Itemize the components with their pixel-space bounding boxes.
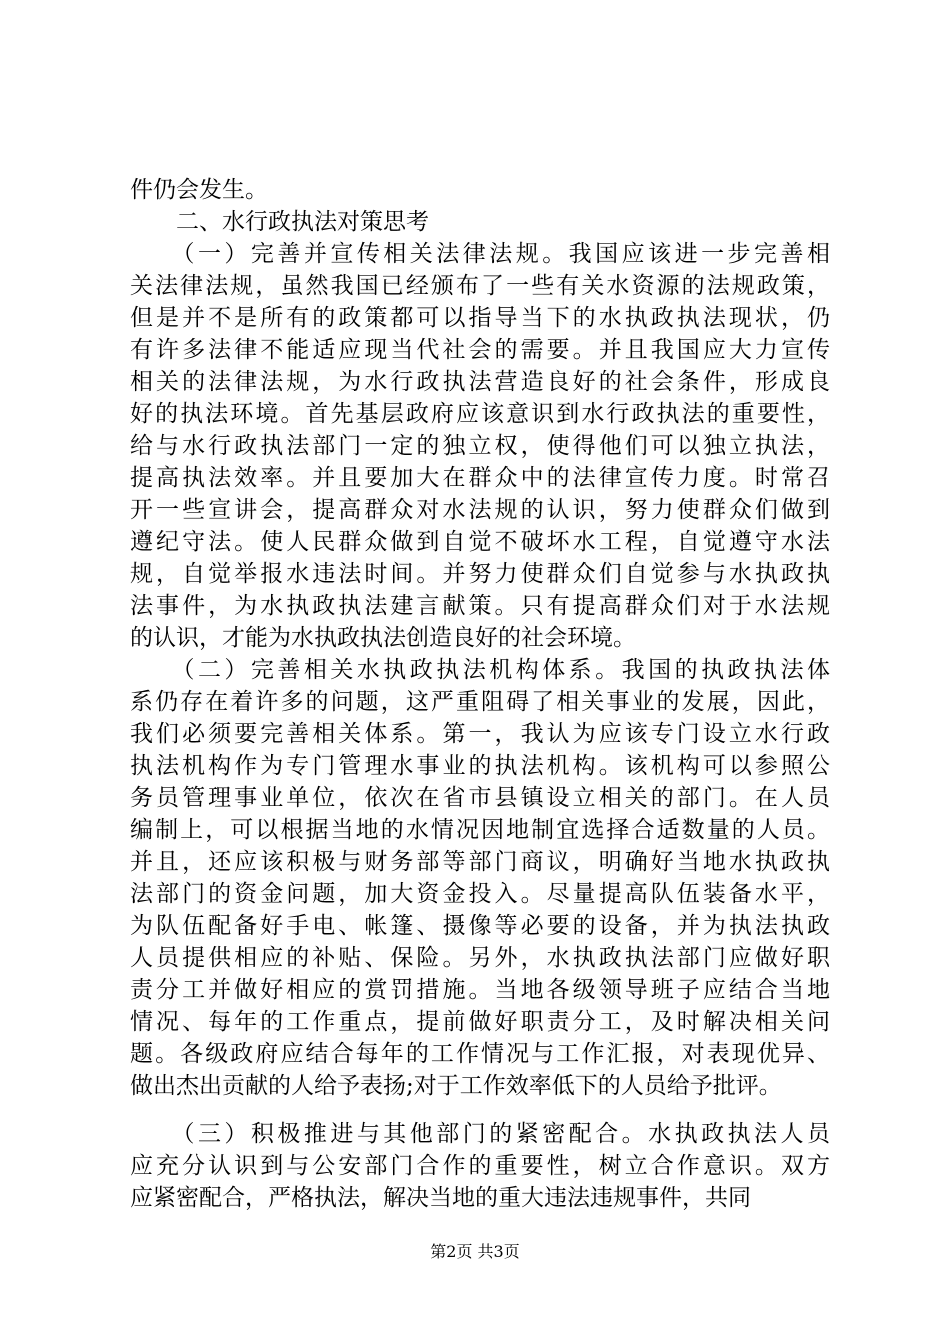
text-line: 编制上，可以根据当地的水情况因地制宜选择合适数量的人员。 <box>130 817 830 843</box>
text-line: 开一些宣讲会，提高群众对水法规的认识，努力使群众们做到 <box>130 497 830 523</box>
text-line: 相关的法律法规，为水行政执法营造良好的社会条件，形成良 <box>130 369 830 395</box>
text-line: 我们必须要完善相关体系。第一，我认为应该专门设立水行政 <box>130 721 830 747</box>
text-line: 做出杰出贡献的人给予表扬;对于工作效率低下的人员给予批评。 <box>130 1073 782 1099</box>
text-line: 二、水行政执法对策思考 <box>130 209 429 235</box>
text-line: （二）完善相关水执政执法机构体系。我国的执政执法体 <box>130 657 830 683</box>
page-footer: 第2页 共3页 <box>430 1242 520 1261</box>
text-line: （一）完善并宣传相关法律法规。我国应该进一步完善相 <box>130 241 830 267</box>
text-line: 遵纪守法。使人民群众做到自觉不破坏水工程，自觉遵守水法 <box>130 529 830 555</box>
text-line: 务员管理事业单位，依次在省市县镇设立相关的部门。在人员 <box>130 785 830 811</box>
text-line: 责分工并做好相应的赏罚措施。当地各级领导班子应结合当地 <box>130 977 830 1003</box>
text-line: 情况、每年的工作重点，提前做好职责分工，及时解决相关问 <box>130 1009 830 1035</box>
text-line: 但是并不是所有的政策都可以指导当下的水执政执法现状，仍 <box>130 305 830 331</box>
text-line: 法事件，为水执政执法建言献策。只有提高群众们对于水法规 <box>130 593 830 619</box>
text-line: 好的执法环境。首先基层政府应该意识到水行政执法的重要性， <box>130 401 830 427</box>
text-line: 法部门的资金问题，加大资金投入。尽量提高队伍装备水平， <box>130 881 830 907</box>
text-line: 给与水行政执法部门一定的独立权，使得他们可以独立执法， <box>130 433 830 459</box>
text-line: 题。各级政府应结合每年的工作情况与工作汇报，对表现优异、 <box>130 1041 830 1067</box>
text-line: 人员提供相应的补贴、保险。另外，水执政执法部门应做好职 <box>130 945 830 971</box>
text-line: 为队伍配备好手电、帐篷、摄像等必要的设备，并为执法执政 <box>130 913 830 939</box>
text-line: 执法机构作为专门管理水事业的执法机构。该机构可以参照公 <box>130 753 830 779</box>
text-line: 应充分认识到与公安部门合作的重要性，树立合作意识。双方 <box>130 1153 830 1179</box>
text-line: 有许多法律不能适应现当代社会的需要。并且我国应大力宣传 <box>130 337 830 363</box>
text-line: （三）积极推进与其他部门的紧密配合。水执政执法人员 <box>130 1121 830 1147</box>
text-line: 系仍存在着许多的问题，这严重阻碍了相关事业的发展，因此， <box>130 689 830 715</box>
text-line: 并且，还应该积极与财务部等部门商议，明确好当地水执政执 <box>130 849 830 875</box>
text-line: 应紧密配合，严格执法，解决当地的重大违法违规事件，共同 <box>130 1185 751 1211</box>
text-line: 提高执法效率。并且要加大在群众中的法律宣传力度。时常召 <box>130 465 830 491</box>
text-line: 的认识，才能为水执政执法创造良好的社会环境。 <box>130 625 636 651</box>
text-line: 关法律法规，虽然我国已经颁布了一些有关水资源的法规政策， <box>130 273 830 299</box>
text-line: 件仍会发生。 <box>130 177 268 203</box>
text-line: 规，自觉举报水违法时间。并努力使群众们自觉参与水执政执 <box>130 561 830 587</box>
